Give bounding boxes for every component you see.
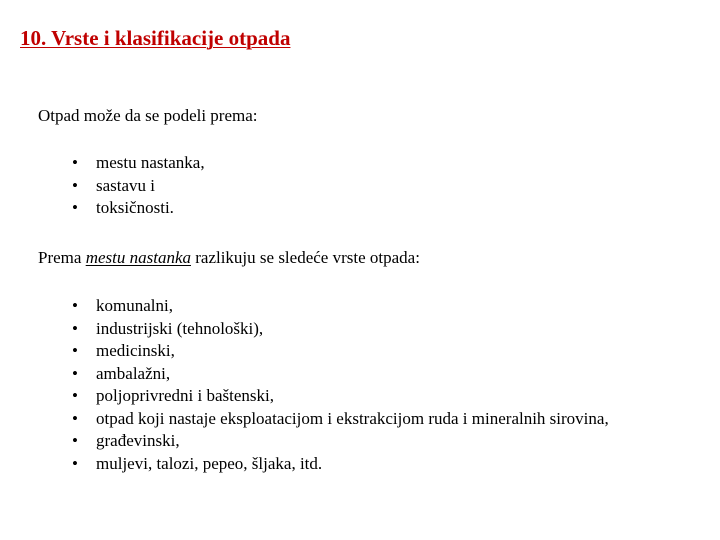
bullet-icon: • <box>72 153 78 172</box>
list-item: • poljoprivredni i baštenski, <box>72 385 656 408</box>
list-item: • komunalni, <box>72 295 656 318</box>
page-title: 10. Vrste i klasifikacije otpada <box>20 26 291 50</box>
bullet-icon: • <box>72 198 78 217</box>
list-item: • ambalažni, <box>72 363 656 386</box>
list-item: • industrijski (tehnološki), <box>72 318 656 341</box>
list-item: • mestu nastanka, <box>72 152 205 175</box>
bullet-icon: • <box>72 175 78 195</box>
intro-text: Otpad može da se podeli prema: <box>38 106 258 125</box>
types-intro-text: Prema mestu nastanka razlikuju se sledeće vrste otpada: <box>38 248 420 267</box>
bullet-icon: • <box>72 386 78 405</box>
bullet-icon: • <box>72 341 78 360</box>
bullet-icon: • <box>72 296 78 315</box>
list-item: • toksičnosti. <box>72 197 205 220</box>
list-item: • sastavu i <box>72 175 205 198</box>
criteria-list <box>72 152 205 220</box>
list-item: • muljevi, talozi, pepeo, šljaka, itd. <box>72 453 656 476</box>
list-item: • otpad koji nastaje eksploatacijom i ekstrakcijom ruda i mineralnih sirovina, <box>72 408 656 431</box>
bullet-icon: • <box>72 453 78 473</box>
emphasis-text: mestu nastanka <box>85 248 191 267</box>
bullet-icon: • <box>72 431 78 450</box>
list-item: • medicinski, <box>72 340 656 363</box>
bullet-icon: • <box>72 363 78 383</box>
bullet-icon: • <box>72 318 78 338</box>
waste-types-list <box>72 295 656 475</box>
list-item: • građevinski, <box>72 430 656 453</box>
bullet-icon: • <box>72 408 78 428</box>
